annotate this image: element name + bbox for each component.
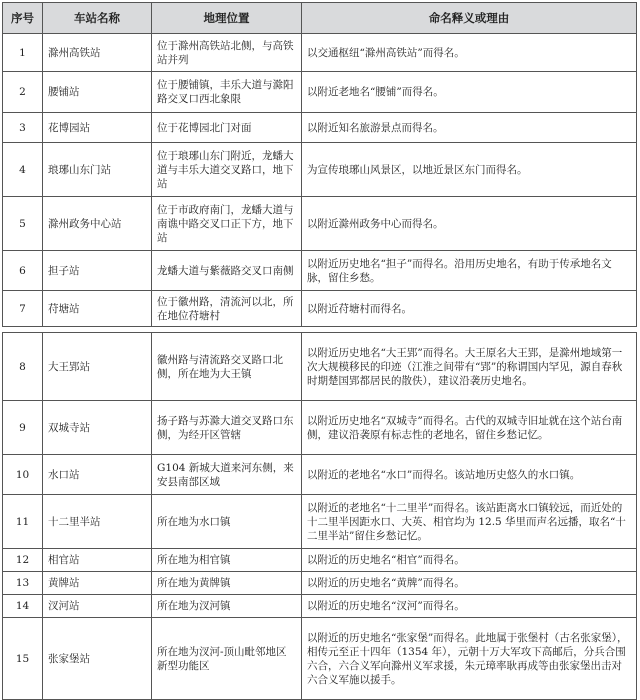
table-row	[3, 333, 637, 401]
table-row	[3, 72, 637, 113]
header-name: 车站名称	[43, 3, 152, 34]
row-location: 所在地为水口镇	[152, 495, 302, 549]
table-row	[3, 197, 637, 251]
row-no: 12	[3, 549, 43, 572]
row-no: 13	[3, 572, 43, 595]
row-location: 位于腰铺镇，丰乐大道与滁阳路交叉口西北象限	[152, 72, 302, 113]
table-row	[3, 401, 637, 455]
table-row	[3, 618, 637, 700]
row-name: 滁州政务中心站	[43, 197, 152, 251]
row-name: 张家堡站	[43, 618, 152, 700]
row-location: 扬子路与苏滁大道交叉路口东侧，为经开区管辖	[152, 401, 302, 455]
row-no: 1	[3, 34, 43, 72]
row-no: 6	[3, 251, 43, 291]
row-reason: 以交通枢纽“滁州高铁站”而得名。	[302, 34, 637, 72]
row-reason: 以附近苻塘村而得名。	[302, 291, 637, 327]
row-name: 双城寺站	[43, 401, 152, 455]
row-reason: 以附近老地名“腰铺”而得名。	[302, 72, 637, 113]
row-location: 位于滁州高铁站北侧，与高铁站并列	[152, 34, 302, 72]
table-row	[3, 34, 637, 72]
row-no: 14	[3, 595, 43, 618]
header-location: 地理位置	[152, 3, 302, 34]
station-naming-table	[2, 2, 637, 700]
row-name: 琅琊山东门站	[43, 143, 152, 197]
table-row	[3, 455, 637, 495]
row-no: 11	[3, 495, 43, 549]
table-row	[3, 595, 637, 618]
row-name: 水口站	[43, 455, 152, 495]
header-reason: 命名释义或理由	[302, 3, 637, 34]
row-reason: 以附近的历史地名“汊河”而得名。	[302, 595, 637, 618]
table-row	[3, 495, 637, 549]
row-no: 2	[3, 72, 43, 113]
table-row	[3, 251, 637, 291]
row-reason: 为宣传琅琊山风景区，以地近景区东门而得名。	[302, 143, 637, 197]
row-location: 徽州路与清流路交叉路口北侧，所在地为大王镇	[152, 333, 302, 401]
table-row	[3, 572, 637, 595]
row-location: 龙蟠大道与紫薇路交叉口南侧	[152, 251, 302, 291]
row-reason: 以附近历史地名“大王郢”而得名。大王原名大王郢，是滁州地域第一次大规模移民的印迹（江淮之间带有“郢”的称谓国内罕见，源自春秋时期楚国郢都居民的散佚），建议沿袭历史地名。	[302, 333, 637, 401]
row-reason: 以附近的历史地名“张家堡”而得名。此地属于张堡村（古名张家堡），相传元至正十四年（1354 年），元朝十万大军攻下高邮后，分兵合围六合，六合义军向滁州义军求援，朱元璋率耿再成等由张家堡出击对六合义军施以援手。	[302, 618, 637, 700]
table-row	[3, 143, 637, 197]
table-row	[3, 291, 637, 327]
row-no: 3	[3, 113, 43, 143]
row-name: 大王郢站	[43, 333, 152, 401]
row-name: 十二里半站	[43, 495, 152, 549]
row-reason: 以附近的历史地名“相官”而得名。	[302, 549, 637, 572]
row-no: 7	[3, 291, 43, 327]
row-no: 9	[3, 401, 43, 455]
row-reason: 以附近的老地名“水口”而得名。该站地历史悠久的水口镇。	[302, 455, 637, 495]
row-name: 担子站	[43, 251, 152, 291]
row-location: 所在地为黄牌镇	[152, 572, 302, 595]
row-location: 所在地为汊河-顶山毗邻地区新型功能区	[152, 618, 302, 700]
row-name: 花博园站	[43, 113, 152, 143]
row-name: 汊河站	[43, 595, 152, 618]
row-no: 5	[3, 197, 43, 251]
row-reason: 以附近的历史地名“黄牌”而得名。	[302, 572, 637, 595]
row-location: 所在地为相官镇	[152, 549, 302, 572]
row-location: 位于徽州路，清流河以北，所在地位苻塘村	[152, 291, 302, 327]
row-name: 腰铺站	[43, 72, 152, 113]
row-location: 位于市政府南门，龙蟠大道与南谯中路交叉口正下方，地下站	[152, 197, 302, 251]
table-header-row	[3, 3, 637, 34]
row-name: 黄牌站	[43, 572, 152, 595]
table-row	[3, 549, 637, 572]
row-location: 位于琅琊山东门附近，龙蟠大道与丰乐大道交叉路口，地下站	[152, 143, 302, 197]
row-name: 滁州高铁站	[43, 34, 152, 72]
row-no: 10	[3, 455, 43, 495]
row-reason: 以附近的老地名“十二里半”而得名。该站距离水口镇较远，而近处的十二里半因距水口、大英、相官均为 12.5 华里而声名远播，取名“十二里半站”留住乡愁记忆。	[302, 495, 637, 549]
row-no: 8	[3, 333, 43, 401]
row-name: 相官站	[43, 549, 152, 572]
row-reason: 以附近滁州政务中心而得名。	[302, 197, 637, 251]
row-reason: 以附近历史地名“担子”而得名。沿用历史地名，有助于传承地名文脉，留住乡愁。	[302, 251, 637, 291]
row-name: 苻塘站	[43, 291, 152, 327]
row-location: 所在地为汊河镇	[152, 595, 302, 618]
table-row	[3, 113, 637, 143]
header-no: 序号	[3, 3, 43, 34]
row-reason: 以附近历史地名“双城寺”而得名。古代的双城寺旧址就在这个站台南侧，建议沿袭原有标志性的老地名，留住乡愁记忆。	[302, 401, 637, 455]
row-reason: 以附近知名旅游景点而得名。	[302, 113, 637, 143]
row-no: 4	[3, 143, 43, 197]
row-location: 位于花博园北门对面	[152, 113, 302, 143]
row-no: 15	[3, 618, 43, 700]
row-location: G104 新城大道来河东侧，来安县南部区域	[152, 455, 302, 495]
